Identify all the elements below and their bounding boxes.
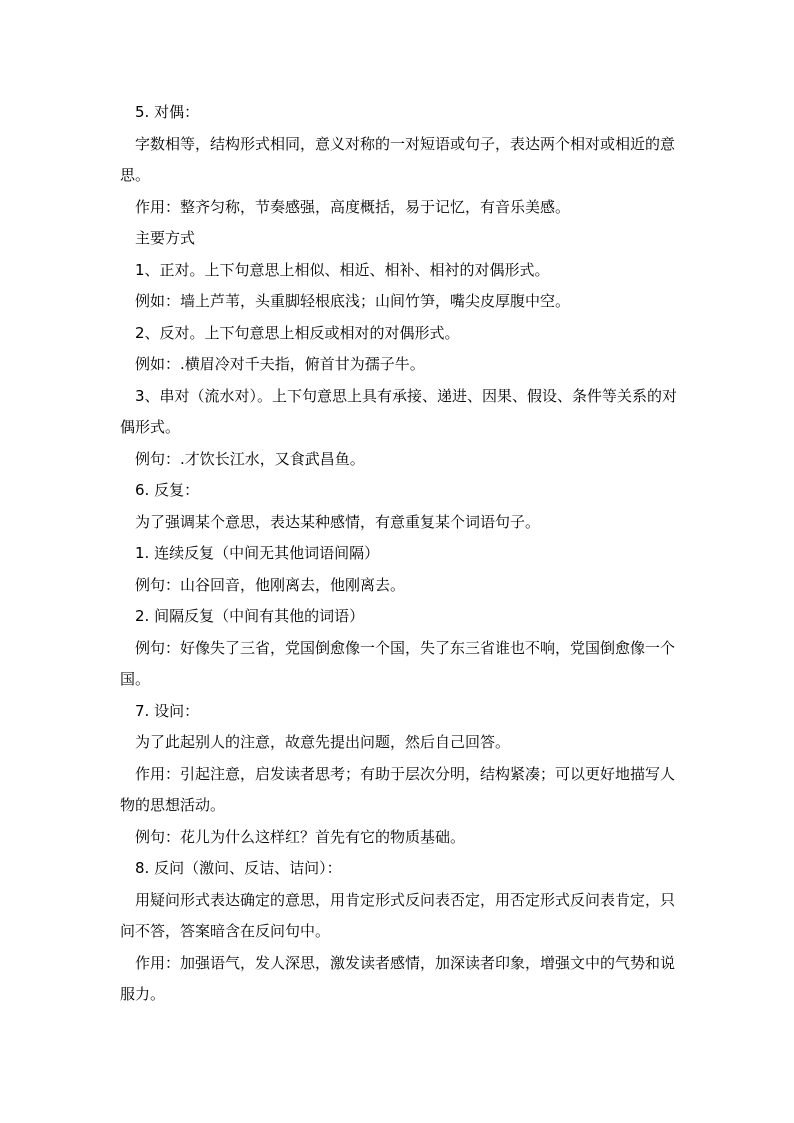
zhengdui-definition: 1、正对。上下句意思上相似、相近、相补、相衬的对偶形式。 [135,260,550,279]
shewen-function: 作用：引起注意，启发读者思考；有助于层次分明，结构紧凑；可以更好地描写人物的思想活动。 [120,764,676,814]
document-body [120,97,678,1011]
chuandui-example: 例句：.才饮长江水，又食武昌鱼。 [135,449,365,468]
fanwen-definition: 用疑问形式表达确定的意思，用肯定形式反问表否定，用否定形式反问表肯定，只问不答，答案暗含在反问句中。 [120,890,676,940]
duiou-function: 作用：整齐匀称，节奏感强，高度概括，易于记忆，有音乐美感。 [135,197,571,216]
heading-shewen: 7. 设问： [135,701,200,720]
jiange-fanfu-example: 例句：好像失了三省，党国倒愈像一个国，失了东三省谁也不响，党国倒愈像一个国。 [120,638,676,688]
main-methods-label: 主要方式 [135,229,196,247]
shewen-example: 例句：花儿为什么这样红？首先有它的物质基础。 [135,827,466,846]
lianxu-fanfu-example: 例句：山谷回音，他刚离去，他刚离去。 [135,575,406,594]
chuandui-definition: 3、串对（流水对）。上下句意思上具有承接、递进、因果、假设、条件等关系的对偶形式。 [120,386,678,436]
duiou-definition: 字数相等，结构形式相同，意义对称的一对短语或句子，表达两个相对或相近的意思。 [120,134,676,184]
heading-duiou: 5. 对偶： [135,103,200,121]
lianxu-fanfu: 1. 连续反复（中间无其他词语间隔） [135,544,380,562]
heading-fanwen: 8. 反问（激问、反诘、诘问）： [135,859,342,877]
fanfu-definition: 为了强调某个意思，表达某种感情，有意重复某个词语句子。 [135,512,541,531]
fandui-example: 例如：.横眉冷对千夫指，俯首甘为孺子牛。 [135,355,425,373]
jiange-fanfu: 2. 间隔反复（中间有其他的词语） [135,607,365,625]
heading-fanfu: 6. 反复： [135,481,200,499]
shewen-definition: 为了此起别人的注意，故意先提出问题，然后自己回答。 [135,733,511,751]
fanwen-function: 作用：加强语气，发人深思，激发读者感情，加深读者印象，增强文中的气势和说服力。 [120,953,676,1003]
zhengdui-example: 例如：墙上芦苇，头重脚轻根底浅；山间竹笋，嘴尖皮厚腹中空。 [135,292,571,310]
fandui-definition: 2、反对。上下句意思上相反或相对的对偶形式。 [135,323,460,342]
